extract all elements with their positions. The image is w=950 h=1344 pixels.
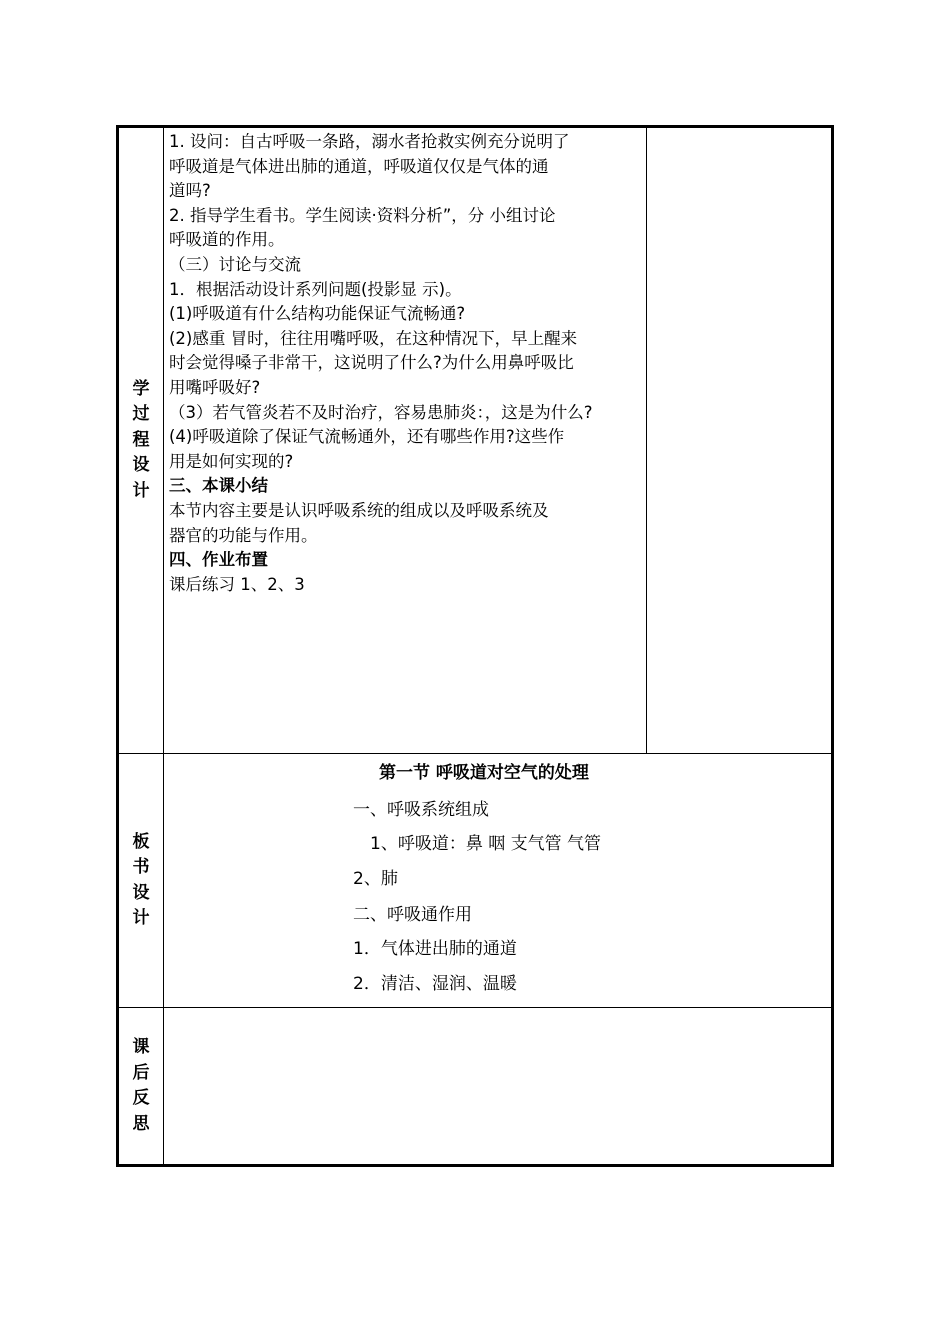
process-line: （3）若气管炎若不及时治疗，容易患肺炎：，这是为什么? [169, 402, 593, 422]
board-line: 一、呼吸系统组成 [353, 800, 489, 820]
process-line: 呼吸道是气体进出肺的通道，呼吸道仅仅是气体的通 [169, 156, 549, 176]
board-line: 1、呼吸道：鼻 咽 支气管 气管 [370, 834, 602, 854]
process-line: 1．根据活动设计系列问题(投影显 示)。 [169, 279, 462, 299]
process-line: （三）讨论与交流 [169, 254, 301, 274]
process-line: (2)感重 冒时，往往用嘴呼吸，在这种情况下，早上醒来 [169, 328, 578, 348]
label-char: 反 [132, 1088, 150, 1108]
reflection-label [119, 1008, 163, 1164]
process-line: 器官的功能与作用。 [169, 525, 318, 545]
process-inner-divider [646, 128, 647, 753]
board-design-content [163, 754, 834, 1008]
label-char: 过 [132, 404, 150, 425]
label-char: 思 [132, 1113, 150, 1134]
process-line: (1)呼吸道有什么结构功能保证气流畅通? [169, 304, 466, 324]
label-char: 学 [132, 378, 150, 399]
label-char: 设 [132, 455, 150, 476]
board-line: 二、呼吸通作用 [353, 905, 472, 925]
process-line: 本节内容主要是认识呼吸系统的组成以及呼吸系统及 [169, 500, 549, 520]
homework-heading: 四、作业布置 [169, 550, 268, 570]
board-title: 第一节 呼吸道对空气的处理 [379, 763, 589, 783]
board-design-label [119, 754, 163, 1007]
label-char: 后 [132, 1062, 150, 1083]
process-content [169, 130, 639, 597]
label-char: 计 [132, 908, 150, 928]
label-char: 计 [132, 480, 150, 501]
lesson-plan-table [116, 125, 834, 1167]
process-design-label [119, 128, 163, 753]
label-char: 程 [132, 429, 150, 450]
label-char: 设 [132, 882, 150, 903]
process-line: 呼吸道的作用。 [169, 230, 285, 250]
board-line: 2．清洁、湿润、温暖 [353, 974, 517, 994]
board-line: 1．气体进出肺的通道 [353, 939, 517, 959]
process-line: (4)呼吸道除了保证气流畅通外，还有哪些作用?这些作 [169, 427, 565, 447]
label-char: 板 [132, 831, 150, 852]
process-line: 用嘴呼吸好? [169, 377, 261, 397]
process-line: 用是如何实现的? [169, 451, 294, 471]
label-char: 课 [132, 1037, 150, 1057]
reflection-content [164, 1008, 831, 1164]
process-line: 课后练习 1、2、3 [169, 574, 305, 594]
process-line: 2. 指导学生看书。学生阅读·资料分析”，分 小组讨论 [169, 205, 556, 225]
summary-heading: 三、本课小结 [169, 476, 268, 496]
label-char: 书 [132, 857, 150, 877]
board-line: 2、肺 [353, 869, 398, 889]
process-line: 1. 设问：自古呼吸一条路，溺水者抢救实例充分说明了 [169, 132, 570, 151]
process-line: 道吗? [169, 181, 211, 201]
process-line: 时会觉得嗓子非常干，这说明了什么?为什么用鼻呼吸比 [169, 353, 574, 373]
